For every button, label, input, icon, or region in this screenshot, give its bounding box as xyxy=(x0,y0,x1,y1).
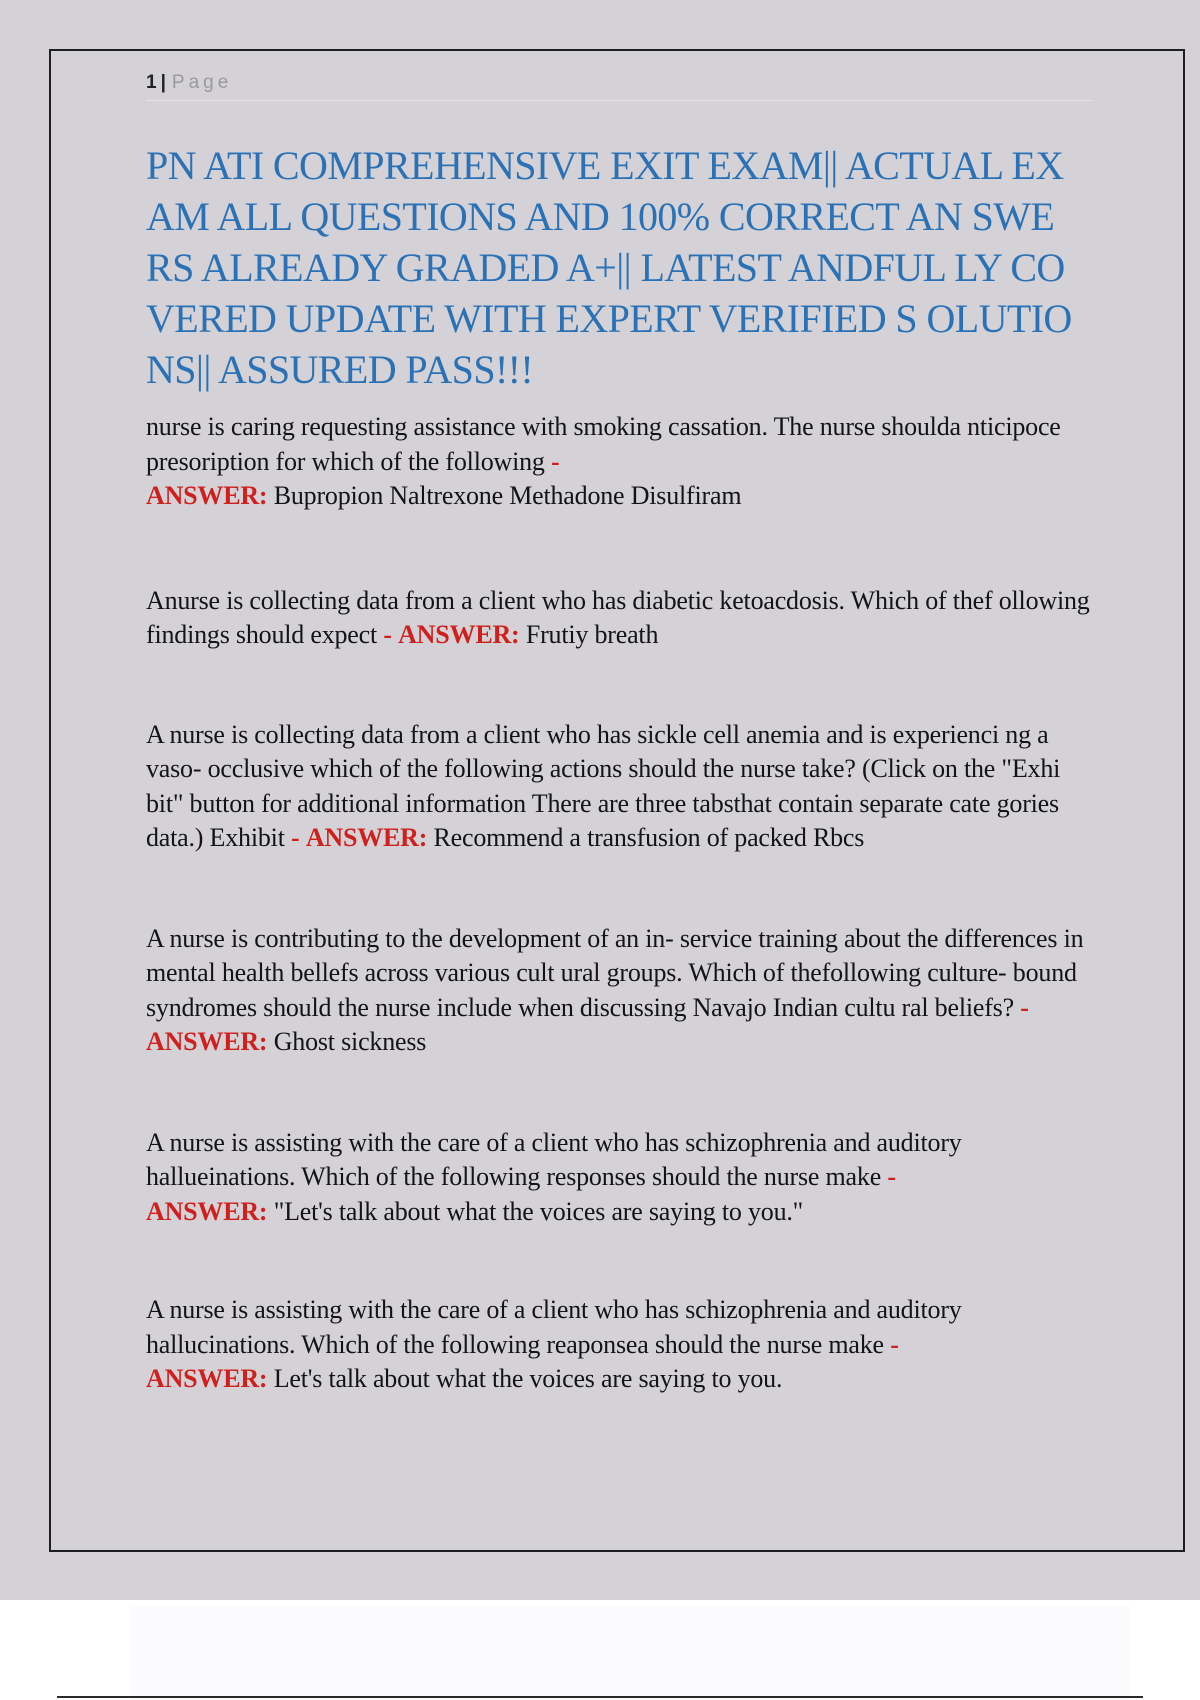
question-item xyxy=(146,922,1092,1060)
question-text: Anurse is collecting data from a client who has diabetic ketoacdosis. Which of thef ollowing findings should expect xyxy=(146,585,1090,649)
answer-text: Frutiy breath xyxy=(525,620,659,649)
document-title: PN ATI COMPREHENSIVE EXIT EXAM|| ACTUAL EXAM ALL QUESTIONS AND 100% CORRECT AN SWERS ALREADY GRADED A+|| LATEST ANDFUL LY COVERED UPDATE WITH EXPERT VERIFIED S OLUTIONS|| ASSURED PASS!!! xyxy=(146,143,1072,392)
answer-dash: - xyxy=(551,446,560,476)
answer-dash: - xyxy=(887,1162,896,1191)
question-text: A nurse is assisting with the care of a client who has schizophrenia and auditory hallucinations. Which of the following reaponsea should the nurse make xyxy=(146,1295,962,1359)
header-separator: | xyxy=(160,72,166,93)
answer-label: ANSWER: xyxy=(146,481,268,510)
answer-label: ANSWER: xyxy=(305,823,428,852)
question-text: nurse is caring requesting assistance with smoking cassation. The nurse shoulda nticipoce presoription for which of the following xyxy=(146,412,1061,476)
page-label: Page xyxy=(171,72,233,93)
answer-text: "Let's talk about what the voices are saying to you." xyxy=(273,1196,804,1226)
next-page-border xyxy=(57,1696,1143,1698)
question-item xyxy=(146,1293,1092,1397)
answer-text: Bupropion Naltrexone Methadone Disulfiram xyxy=(273,481,742,510)
page-number: 1 xyxy=(146,72,157,93)
next-page-top xyxy=(130,1605,1130,1700)
question-list xyxy=(146,410,1092,1465)
answer-text: Ghost sickness xyxy=(273,1027,427,1056)
question-item xyxy=(146,584,1092,653)
question-item xyxy=(146,718,1092,856)
question-text: A nurse is collecting data from a client who has sickle cell anemia and is experienci ng a vaso- occlusive which of the following actions should the nurse take? (Click on the "Exhi bit" button for additional information There are three tabsthat contain separate cate gories data.) Exhibit xyxy=(146,719,1061,852)
question-text: A nurse is assisting with the care of a client who has schizophrenia and auditory hallueinations. Which of the following responses should the nurse make xyxy=(146,1127,962,1191)
answer-dash: - xyxy=(1020,992,1029,1022)
answer-text: Let's talk about what the voices are saying to you. xyxy=(273,1364,783,1393)
answer-label: ANSWER: xyxy=(146,1364,268,1393)
page-header xyxy=(146,72,1092,101)
question-text: A nurse is contributing to the development of an in- service training about the differences in mental health bellefs across various cult ural groups. Which of thefollowing culture- bound syndromes should the nurse include when discussing Navajo Indian cultu ral beliefs? xyxy=(146,923,1084,1022)
answer-label: ANSWER: xyxy=(146,1196,268,1226)
answer-text: Recommend a transfusion of packed Rbcs xyxy=(433,823,865,852)
question-item xyxy=(146,1126,1092,1230)
answer-dash: - xyxy=(383,620,392,649)
answer-dash: - xyxy=(890,1329,899,1359)
answer-dash: - xyxy=(291,823,300,852)
answer-label: ANSWER: xyxy=(146,1027,268,1056)
question-item xyxy=(146,410,1092,514)
answer-label: ANSWER: xyxy=(398,620,520,649)
